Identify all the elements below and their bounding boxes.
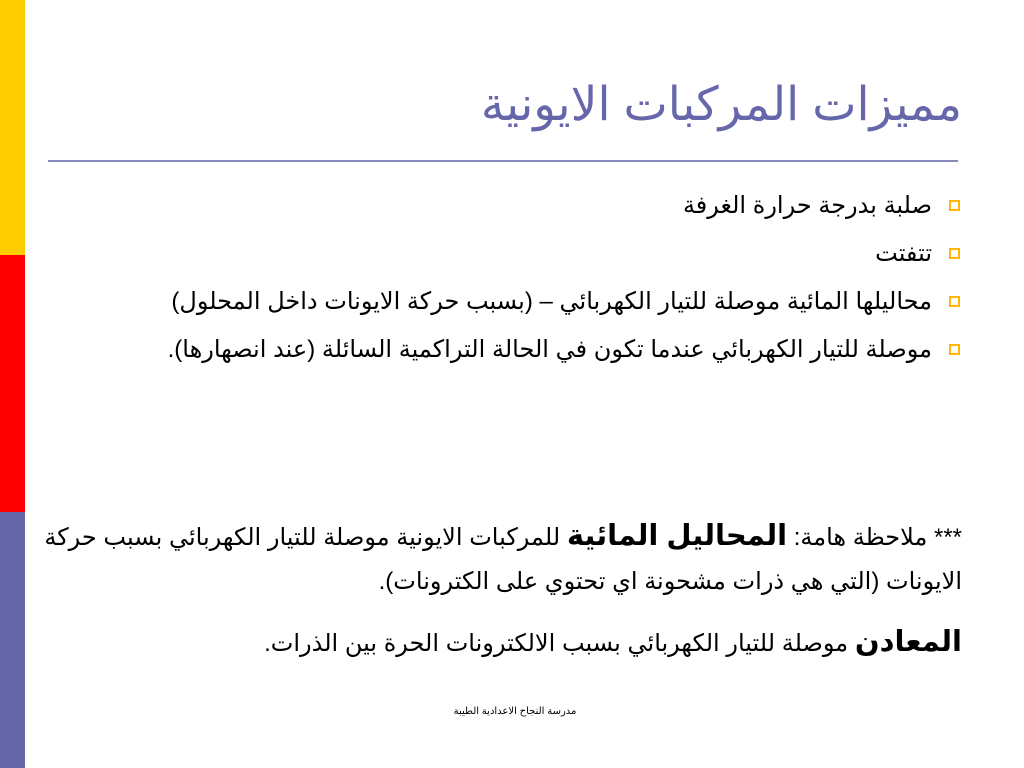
metals-statement — [42, 620, 962, 666]
bullet-item — [162, 282, 962, 321]
metals-term: المعادن — [854, 626, 962, 658]
bullet-list — [162, 186, 962, 378]
slide-footer: مدرسة النجاح الاعدادية الطيبة — [453, 706, 577, 717]
metals-text: موصلة للتيار الكهربائي بسبب الالكترونات الحرة بين الذرات. — [264, 630, 849, 657]
bullet-text: محاليلها المائية موصلة للتيار الكهربائي – (بسبب حركة الايونات داخل المحلول) — [171, 288, 932, 315]
bullet-item — [162, 186, 962, 225]
note-prefix: *** ملاحظة هامة: — [793, 524, 962, 551]
bullet-item — [162, 330, 962, 369]
square-bullet-icon — [949, 248, 960, 259]
bullet-item — [162, 234, 962, 273]
side-stripe-blue — [0, 512, 25, 768]
bullet-text: موصلة للتيار الكهربائي عندما تكون في الحالة التراكمية السائلة (عند انصهارها). — [167, 336, 932, 363]
side-stripe-red — [0, 255, 25, 512]
square-bullet-icon — [949, 296, 960, 307]
square-bullet-icon — [949, 344, 960, 355]
note-term: المحاليل المائية — [566, 520, 788, 552]
title-divider — [48, 160, 958, 162]
square-bullet-icon — [949, 200, 960, 211]
note-text: للمركبات الايونية موصلة للتيار الكهربائي بسبب حركة الايونات (التي هي ذرات مشحونة اي تحتوي على الكترونات). — [44, 524, 962, 595]
bullet-text: تتفتت — [875, 240, 932, 267]
important-note — [42, 514, 962, 604]
side-stripe-yellow — [0, 0, 25, 255]
slide-title: مميزات المركبات الايونية — [480, 77, 962, 130]
bullet-text: صلبة بدرجة حرارة الغرفة — [682, 192, 932, 219]
